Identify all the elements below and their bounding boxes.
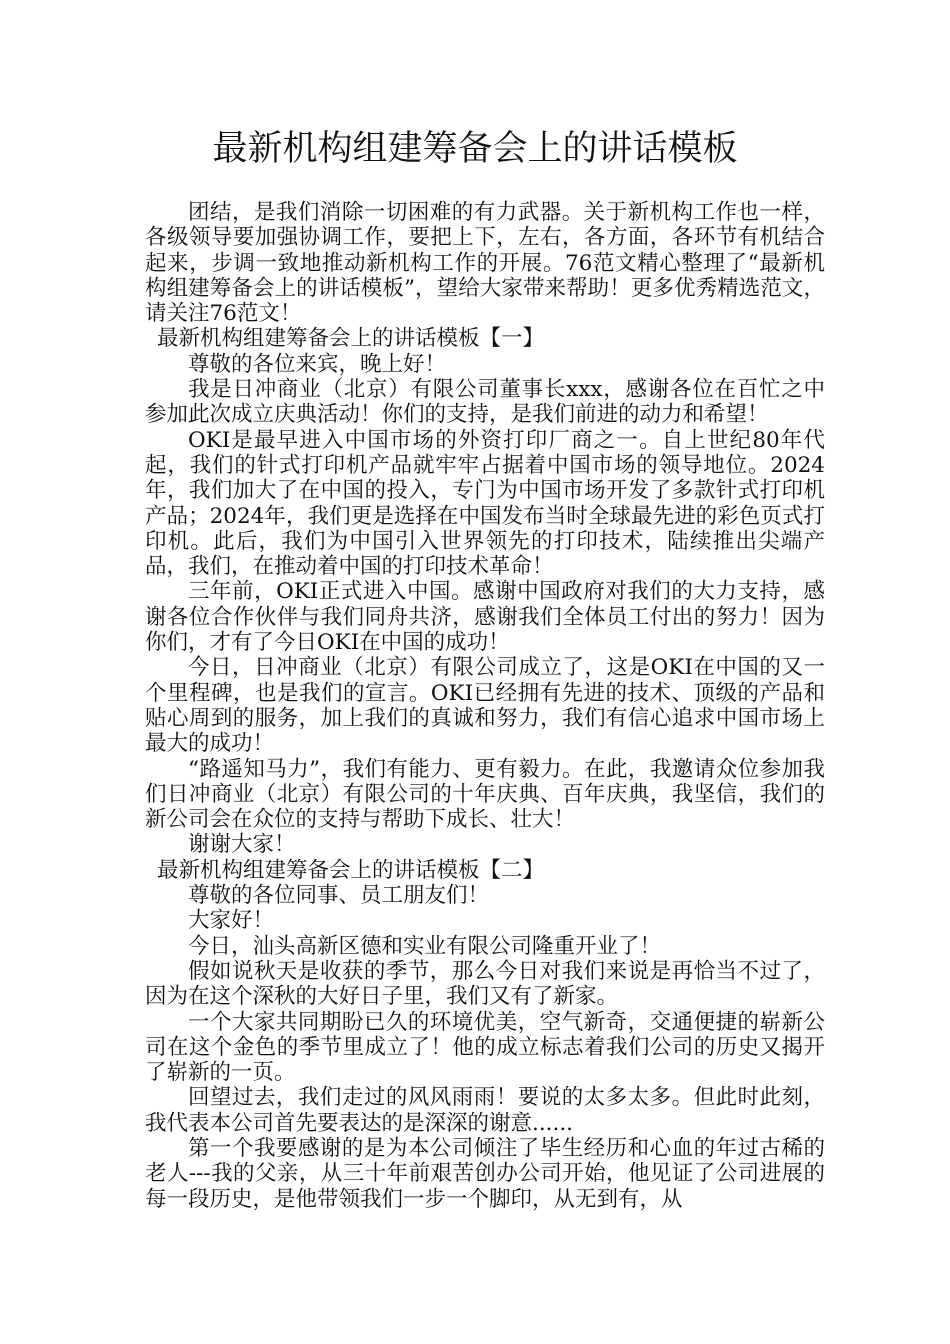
paragraph: 今日，日冲商业（北京）有限公司成立了，这是OKI在中国的又一个里程碑，也是我们的宣言。OKI已经拥有先进的技术、顶级的产品和贴心周到的服务，加上我们的真诚和努力，我们有信心追求中国市场上最大的成功！ (145, 655, 825, 757)
paragraph: 三年前，OKI正式进入中国。感谢中国政府对我们的大力支持，感谢各位合作伙伴与我们同舟共济，感谢我们全体员工付出的努力！因为你们，才有了今日OKI在中国的成功！ (145, 579, 825, 656)
paragraph: OKI是最早进入中国市场的外资打印厂商之一。自上世纪80年代起，我们的针式打印机产品就牢牢占据着中国市场的领导地位。2024年，我们加大了在中国的投入，专门为中国市场开发了多款针式打印机产品；2024年，我们更是选择在中国发布当时全球最先进的彩色页式打印机。此后，我们为中国引入世界领先的打印技术，陆续推出尖端产品，我们，在推动着中国的打印技术革命！ (145, 427, 825, 580)
paragraph: 第一个我要感谢的是为本公司倾注了毕生经历和心血的年过古稀的老人---我的父亲，从三十年前艰苦创办公司开始，他见证了公司进展的每一段历史，是他带领我们一步一个脚印，从无到有，从 (145, 1135, 825, 1212)
section-heading-1: 最新机构组建筹备会上的讲话模板【一】 (157, 326, 545, 352)
paragraph: 回望过去，我们走过的风风雨雨！要说的太多太多。但此时此刻，我代表本公司首先要表达的是深深的谢意...... (145, 1085, 825, 1136)
intro-paragraph: 团结，是我们消除一切困难的有力武器。关于新机构工作也一样，各级领导要加强协调工作，要把上下，左右，各方面，各环节有机结合起来，步调一致地推动新机构工作的开展。76范文精心整理了“最新机构组建筹备会上的讲话模板”，望给大家带来帮助！更多优秀精选范文，请关注76范文！ (145, 200, 825, 327)
paragraph: “路遥知马力”，我们有能力、更有毅力。在此，我邀请众位参加我们日冲商业（北京）有限公司的十年庆典、百年庆典，我坚信，我们的新公司会在众位的支持与帮助下成长、壮大！ (145, 756, 825, 833)
paragraph: 一个大家共同期盼已久的环境优美，空气新奇，交通便捷的崭新公司在这个金色的季节里成立了！他的成立标志着我们公司的历史又揭开了崭新的一页。 (145, 1009, 825, 1086)
document-title: 最新机构组建筹备会上的讲话模板 (212, 129, 738, 169)
paragraph: 我是日冲商业（北京）有限公司董事长xxx，感谢各位在百忙之中参加此次成立庆典活动！你们的支持，是我们前进的动力和希望！ (145, 377, 825, 428)
paragraph: 尊敬的各位来宾，晚上好！ (188, 351, 447, 377)
paragraph: 今日，汕头高新区德和实业有限公司隆重开业了！ (188, 933, 662, 959)
section-heading-2: 最新机构组建筹备会上的讲话模板【二】 (157, 857, 545, 883)
document-body (145, 200, 825, 1212)
paragraph: 谢谢大家！ (188, 832, 296, 858)
paragraph: 大家好！ (188, 908, 275, 934)
paragraph: 假如说秋天是收获的季节，那么今日对我们来说是再恰当不过了，因为在这个深秋的大好日子里，我们又有了新家。 (145, 958, 825, 1010)
paragraph: 尊敬的各位同事、员工朋友们！ (188, 883, 490, 909)
